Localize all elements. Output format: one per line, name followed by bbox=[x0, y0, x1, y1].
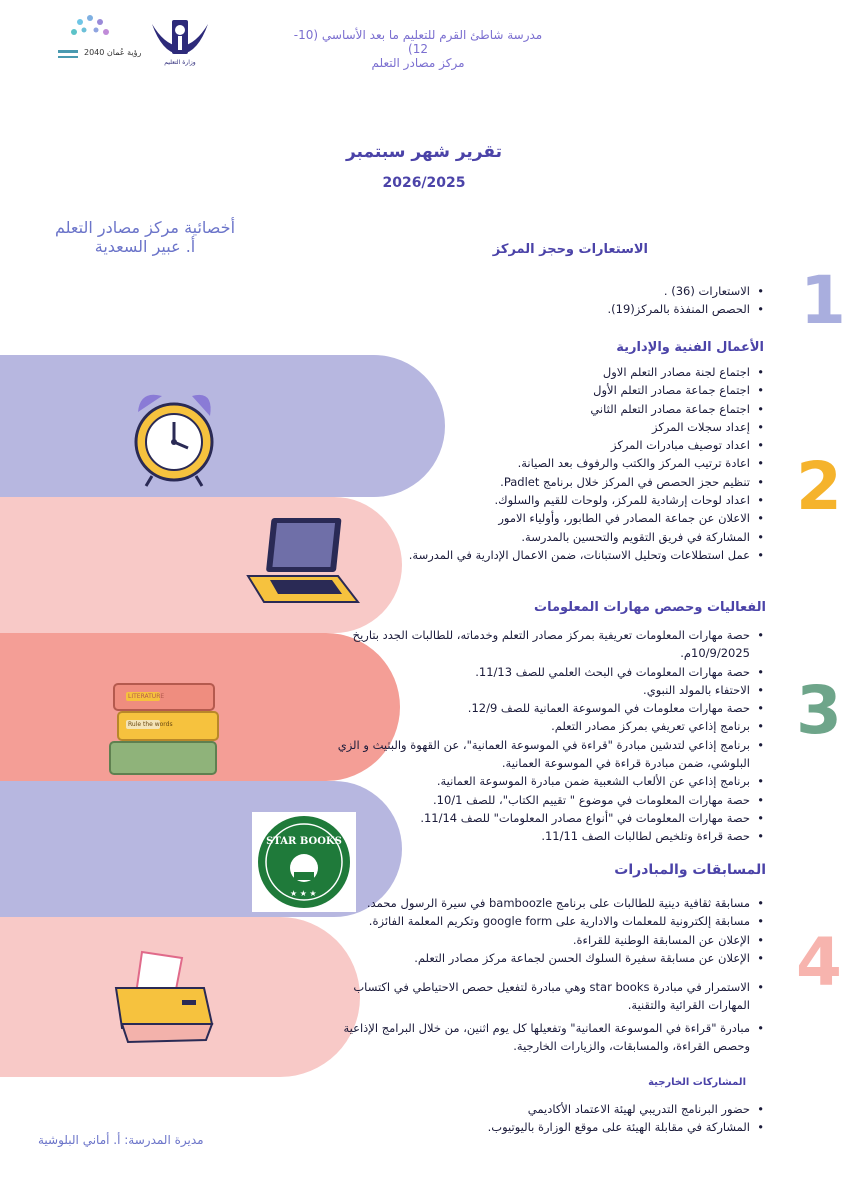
list-item: • برنامج إذاعي عن الألعاب الشعبية ضمن مبادرة الموسوعة العمانية. bbox=[330, 772, 750, 790]
book-spine-label-top: LITERATURE bbox=[128, 693, 165, 700]
list-item: • الاستعارات (36) . bbox=[230, 282, 750, 300]
list-item: • اعادة ترتيب المركز والكتب والرفوف بعد الصيانة. bbox=[350, 454, 750, 472]
vision-logo-text: رؤية عُمان 2040 bbox=[84, 48, 142, 57]
section5-title: المشاركات الخارجية bbox=[648, 1077, 746, 1088]
list-item: • اجتماع جماعة مصادر التعلم الأول bbox=[350, 381, 750, 399]
list-item: • حصة مهارات المعلومات في موضوع " تقييم الكتاب"، للصف 10/1. bbox=[330, 791, 750, 809]
section2-list bbox=[350, 363, 768, 564]
section-number-2: 2 bbox=[796, 448, 842, 525]
school-name: مدرسة شاطئ القرم للتعليم ما بعد الأساسي (10-12) bbox=[293, 28, 543, 56]
list-item: • اجتماع لجنة مصادر التعلم الاول bbox=[350, 363, 750, 381]
list-item: • حصة مهارات المعلومات في "أنواع مصادر المعلومات" للصف 11/14. bbox=[330, 809, 750, 827]
vision-logo bbox=[50, 10, 142, 74]
list-item: • حصة مهارات المعلومات في البحث العلمي للصف 11/13. bbox=[330, 663, 750, 681]
list-item: • تنظيم حجز الحصص في المركز خلال برنامج Padlet. bbox=[350, 473, 750, 491]
section1-title: الاستعارات وحجز المركز bbox=[492, 242, 648, 257]
school-header bbox=[288, 28, 548, 70]
list-item: • الاحتفاء بالمولد النبوي. bbox=[330, 681, 750, 699]
list-item: • الحصص المنفذة بالمركز(19). bbox=[230, 300, 750, 318]
list-item: • اجتماع جماعة مصادر التعلم الثاني bbox=[350, 400, 750, 418]
section4-initiatives-list bbox=[310, 978, 768, 1055]
list-item: • برنامج إذاعي لتدشين مبادرة "قراءة في الموسوعة العمانية"، عن القهوة والبثيث و الزي البلوشي، ضمن مبادرة قراءة في الموسوعة العمانية. bbox=[330, 736, 750, 773]
list-item: • مبادرة "قراءة في الموسوعة العمانية" وتفعيلها كل يوم اثنين، من خلال البرامج الإذاعية وحصص القراءة، والمسابقات، والزيارات الخارجية. bbox=[310, 1019, 750, 1056]
section4-title: المسابقات والمبادرات bbox=[614, 862, 766, 878]
section-number-4: 4 bbox=[796, 924, 842, 1001]
specialist-name: أ. عبير السعدية bbox=[94, 237, 196, 256]
section4-list bbox=[330, 894, 768, 967]
svg-text:★ ★ ★: ★ ★ ★ bbox=[290, 889, 317, 898]
list-item: • الإعلان عن مسابقة سفيرة السلوك الحسن لجماعة مركز مصادر التعلم. bbox=[330, 949, 750, 967]
book-spine-label-middle: Rule the words bbox=[128, 721, 173, 728]
list-item: • عمل استطلاعات وتحليل الاستبانات، ضمن الاعمال الإدارية في المدرسة. bbox=[350, 546, 750, 564]
list-item: • الإعلان عن المسابقة الوطنية للقراءة. bbox=[330, 931, 750, 949]
list-item: • برنامج إذاعي تعريفي بمركز مصادر التعلم. bbox=[330, 717, 750, 735]
list-item: • حضور البرنامج التدريبي لهيئة الاعتماد الأكاديمي bbox=[330, 1100, 750, 1118]
section3-title: الفعاليات وحصص مهارات المعلومات bbox=[534, 600, 766, 615]
ministry-logo-text: وزارة التعليم bbox=[164, 59, 196, 66]
list-item: • المشاركة في مقابلة الهيئة على موقع الوزارة باليوتيوب. bbox=[330, 1118, 750, 1136]
list-item: • الاستمرار في مبادرة star books وهي مبادرة لتفعيل حصص الاحتياطي في اكتساب المهارات القرائية والتقنية. bbox=[310, 978, 750, 1015]
section-number-1: 1 bbox=[800, 262, 846, 339]
section-number-3: 3 bbox=[796, 672, 842, 749]
list-item: • حصة مهارات معلومات في الموسوعة العمانية للصف 12/9. bbox=[330, 699, 750, 717]
principal-signature: مديرة المدرسة: أ. أماني البلوشية bbox=[38, 1133, 204, 1147]
section2-title: الأعمال الفنية والإدارية bbox=[616, 340, 764, 355]
list-item: • اعداد لوحات إرشادية للمركز، ولوحات للقيم والسلوك. bbox=[350, 491, 750, 509]
printer-icon bbox=[108, 948, 216, 1048]
section1-list bbox=[230, 282, 768, 319]
list-item: • مسابقة ثقافية دينية للطالبات على برنامج bamboozle في سيرة الرسول محمد. bbox=[330, 894, 750, 912]
star-books-label: STAR BOOKS bbox=[266, 836, 342, 847]
list-item: • حصة مهارات المعلومات تعريفية بمركز مصادر التعلم وخدماته، للطالبات الجدد بتاريخ 10/9/2025م. bbox=[330, 626, 750, 663]
laptop-icon bbox=[242, 514, 360, 606]
section5-list bbox=[330, 1100, 768, 1137]
star-books-logo bbox=[252, 812, 356, 912]
specialist-block bbox=[40, 218, 250, 256]
specialist-role: أخصائية مركز مصادر التعلم bbox=[54, 218, 236, 237]
ministry-logo bbox=[148, 14, 212, 70]
list-item: • مسابقة إلكترونية للمعلمات والادارية على google form وتكريم المعلمة الفائزة. bbox=[330, 912, 750, 930]
list-item: • الاعلان عن جماعة المصادر في الطابور، وأولياء الامور bbox=[350, 509, 750, 527]
list-item: • إعداد سجلات المركز bbox=[350, 418, 750, 436]
list-item: • المشاركة في فريق التقويم والتحسين بالمدرسة. bbox=[350, 528, 750, 546]
list-item: • اعداد توصيف مبادرات المركز bbox=[350, 436, 750, 454]
list-item: • حصة قراءة وتلخيص لطالبات الصف 11/11. bbox=[330, 827, 750, 845]
report-title: تقرير شهر سبتمبر bbox=[345, 142, 502, 162]
alarm-clock-icon bbox=[118, 382, 228, 492]
books-stack-icon bbox=[108, 680, 226, 780]
report-year: 2026/2025 bbox=[382, 175, 466, 191]
school-department: مركز مصادر التعلم bbox=[371, 56, 465, 70]
section3-list bbox=[330, 626, 768, 846]
